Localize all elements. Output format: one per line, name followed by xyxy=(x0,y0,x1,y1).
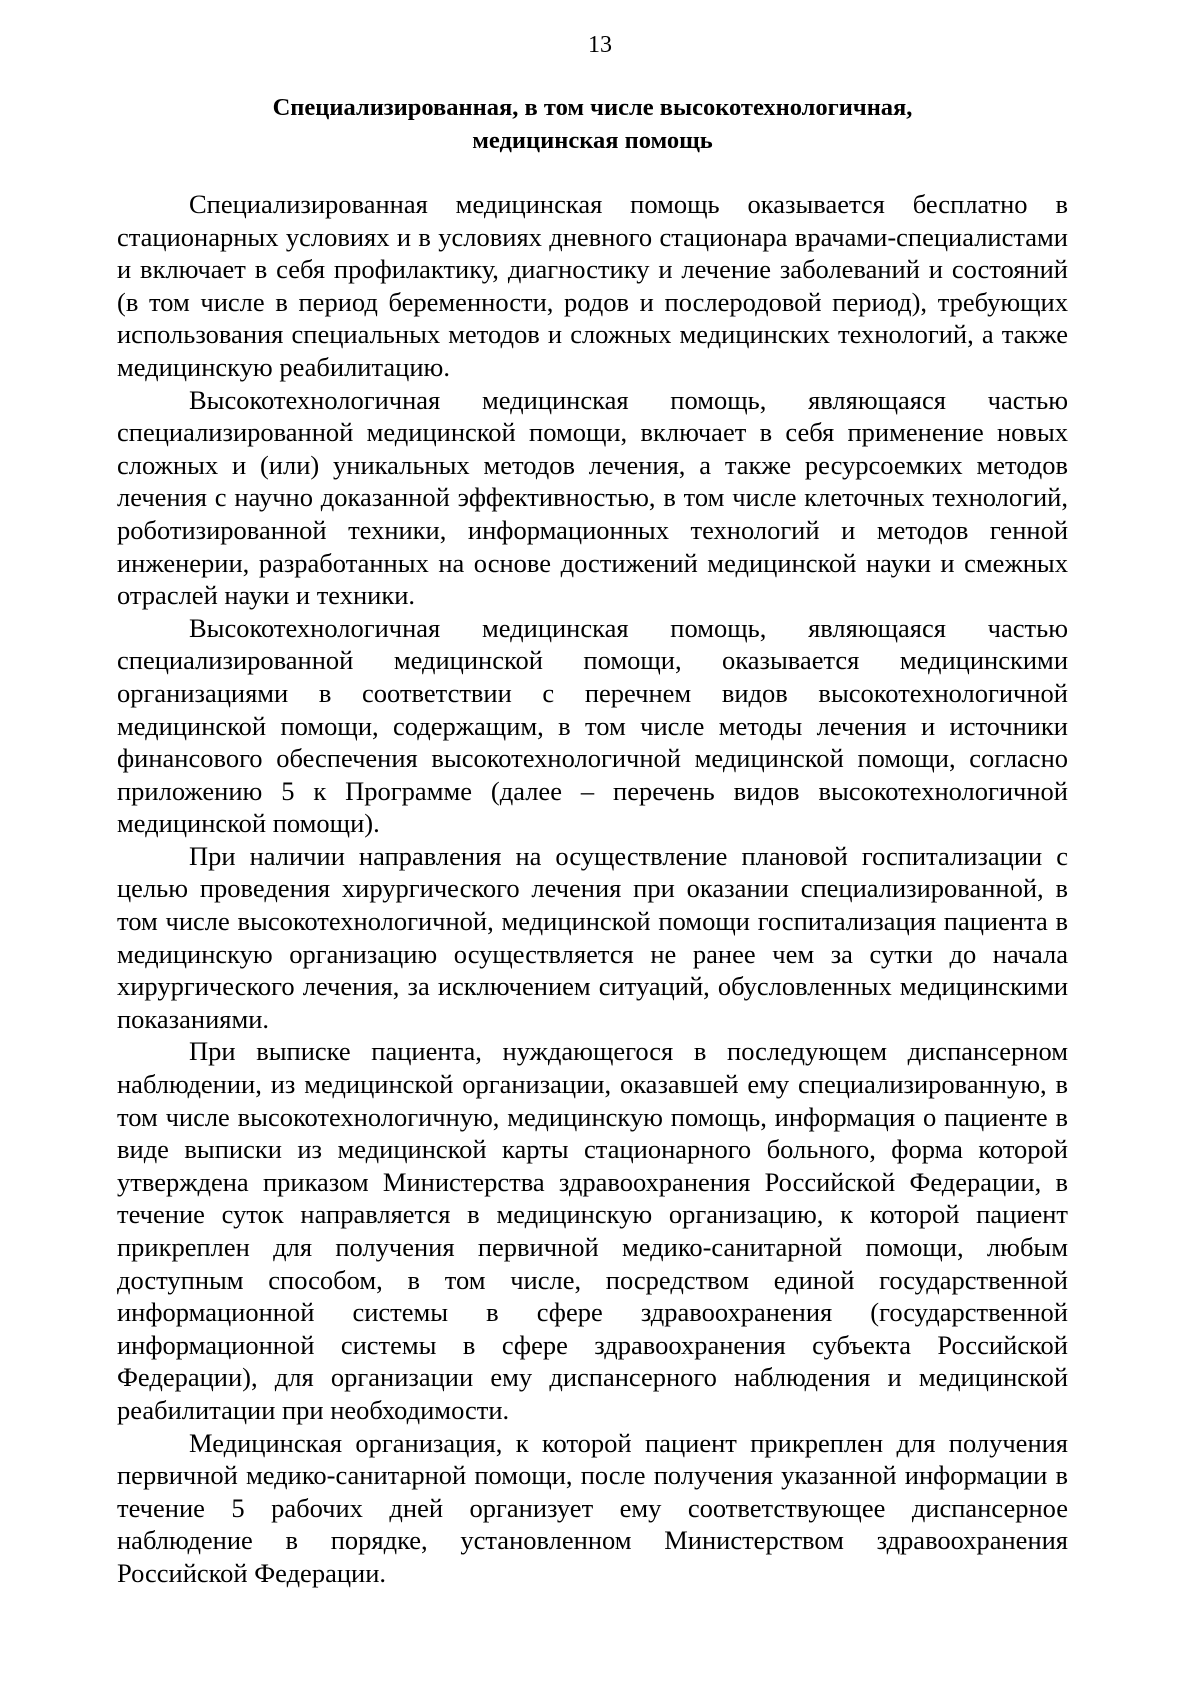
paragraph-high-tech-definition: Высокотехнологичная медицинская помощь, являющаяся частью специализированной медицинской помощи, включает в себя применение новых сложных и (или) уникальных методов лечения, а также ресурсоемких методов лечения с научно доказанной эффективностью, в том числе клеточных технологий, роботизированной техники, информационных технологий и методов генной инженерии, разработанных на основе достижений медицинской науки и смежных отраслей науки и техники. xyxy=(117,384,1068,611)
paragraph-high-tech-provision: Высокотехнологичная медицинская помощь, являющаяся частью специализированной медицинской помощи, оказывается медицинскими организациями в соответствии с перечнем видов высокотехнологичной медицинской помощи, содержащим, в том числе методы лечения и источники финансового обеспечения высокотехнологичной медицинской помощи, согласно приложению 5 к Программе (далее – перечень видов высокотехнологичной медицинской помощи). xyxy=(117,612,1068,839)
paragraph-discharge-information: При выписке пациента, нуждающегося в последующем диспансерном наблюдении, из медицинской организации, оказавшей ему специализированную, в том числе высокотехнологичную, медицинскую помощь, информация о пациенте в виде выписки из медицинской карты стационарного больного, форма которой утверждена приказом Министерства здравоохранения Российской Федерации, в течение суток направляется в медицинскую организацию, к которой пациент прикреплен для получения первичной медико-санитарной помощи, любым доступным способом, в том числе, посредством единой государственной информационной системы в сфере здравоохранения (государственной информационной системы в сфере здравоохранения субъекта Российской Федерации), для организации ему диспансерного наблюдения и медицинской реабилитации при необходимости. xyxy=(117,1036,1068,1425)
section-title-line-2: медицинская помощь xyxy=(472,127,713,154)
paragraph-specialized-care: Специализированная медицинская помощь оказывается бесплатно в стационарных условиях и в условиях дневного стационара врачами-специалистами и включает в себя профилактику, диагностику и лечение заболеваний и состояний (в том числе в период беременности, родов и послеродовой период), требующих использования специальных методов и сложных медицинских технологий, а также медицинскую реабилитацию. xyxy=(117,189,1068,382)
paragraph-planned-hospitalization: При наличии направления на осуществление плановой госпитализации с целью проведения хирургического лечения при оказании специализированной, в том числе высокотехнологичной, медицинской помощи госпитализация пациента в медицинскую организацию осуществляется не ранее чем за сутки до начала хирургического лечения, за исключением ситуаций, обусловленных медицинскими показаниями. xyxy=(117,840,1068,1034)
document-body xyxy=(117,188,1068,1590)
section-title xyxy=(117,91,1068,157)
paragraph-dispensary-observation: Медицинская организация, к которой пациент прикреплен для получения первичной медико-санитарной помощи, после получения указанной информации в течение 5 рабочих дней организует ему соответствующее диспансерное наблюдение в порядке, установленном Министерством здравоохранения Российской Федерации. xyxy=(117,1427,1068,1588)
section-title-line-1: Специализированная, в том числе высокотехнологичная, xyxy=(272,94,913,121)
page-number: 13 xyxy=(588,32,612,58)
